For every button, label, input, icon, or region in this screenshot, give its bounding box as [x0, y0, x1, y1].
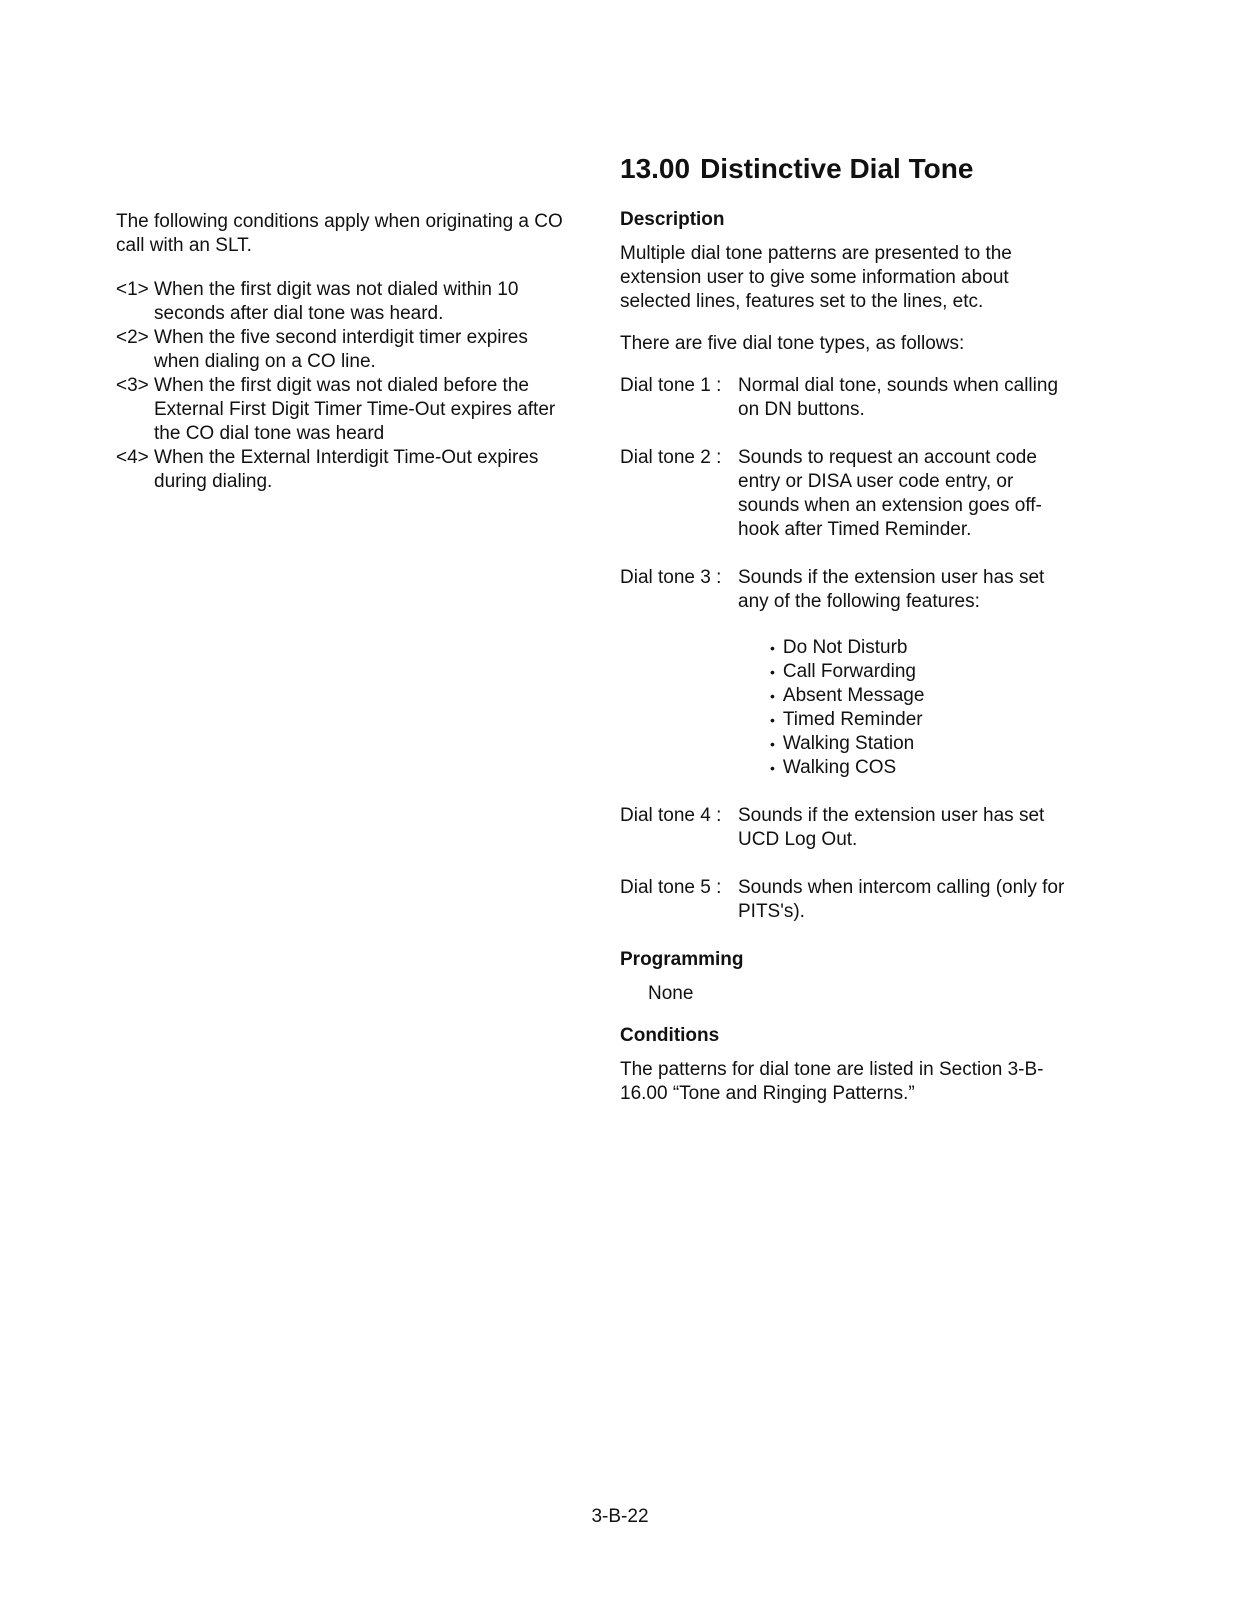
types-intro: There are five dial tone types, as follows:: [620, 333, 965, 354]
conditions-text: The patterns for dial tone are listed in Section 3-B-16.00 “Tone and Ringing Patterns.”: [620, 1059, 1044, 1104]
programming-text: None: [648, 983, 694, 1004]
conditions-heading: Conditions: [620, 1025, 720, 1046]
list-item: • Do Not Disturb: [770, 636, 1070, 660]
list-item: • Absent Message: [770, 684, 1070, 708]
slt-conditions-intro: The following conditions apply when originating a CO call with an SLT.: [116, 211, 563, 256]
dial-tone-4: [620, 804, 1070, 852]
description-heading: Description: [620, 209, 725, 230]
list-item: <4> When the External Interdigit Time-Out expires during dialing.: [116, 447, 539, 492]
list-item: <1> When the first digit was not dialed within 10 seconds after dial tone was heard.: [116, 279, 519, 324]
list-item: <3> When the first digit was not dialed before the External First Digit Timer Time-Out expires after the CO dial tone was heard: [116, 375, 556, 444]
dial-tone-description: Sounds to request an account code entry or DISA user code entry, or sounds when an extension goes off-hook after Timed Reminder.: [738, 447, 1042, 540]
programming-heading: Programming: [620, 949, 744, 970]
slt-conditions-list: [116, 278, 566, 494]
dial-tone-description: Sounds if the extension user has set UCD Log Out.: [738, 805, 1045, 850]
list-item: <2> When the five second interdigit timer expires when dialing on a CO line.: [116, 327, 528, 372]
dial-tone-description: Normal dial tone, sounds when calling on DN buttons.: [738, 375, 1059, 420]
dial-tone-description: Sounds when intercom calling (only for PITS's).: [738, 877, 1065, 922]
section-number: 13.00: [620, 153, 691, 184]
dial-tone-2: [620, 446, 1070, 542]
left-column: [116, 210, 566, 494]
list-item: • Call Forwarding: [770, 660, 1070, 684]
list-item: • Walking Station: [770, 732, 1070, 756]
dial-tone-label: Dial tone 2 :: [620, 447, 722, 468]
list-item: • Walking COS: [770, 756, 1070, 780]
section-title: [620, 152, 1070, 186]
dial-tone-label: Dial tone 3 :: [620, 567, 722, 588]
feature-list: [770, 636, 1070, 780]
dial-tone-label: Dial tone 1 :: [620, 375, 722, 396]
list-item: • Timed Reminder: [770, 708, 1070, 732]
dial-tone-label: Dial tone 4 :: [620, 805, 722, 826]
dial-tone-label: Dial tone 5 :: [620, 877, 722, 898]
dial-tone-1: [620, 374, 1070, 422]
section-title-text: Distinctive Dial Tone: [700, 153, 974, 184]
dial-tone-3: [620, 566, 1070, 614]
dial-tone-5: [620, 876, 1070, 924]
right-column: [620, 152, 1070, 1124]
dial-tone-description: Sounds if the extension user has set any of the following features:: [738, 567, 1045, 612]
page-number: 3-B-22: [591, 1506, 649, 1527]
description-text: Multiple dial tone patterns are presented to the extension user to give some information about selected lines, features set to the lines, etc.: [620, 243, 1012, 312]
